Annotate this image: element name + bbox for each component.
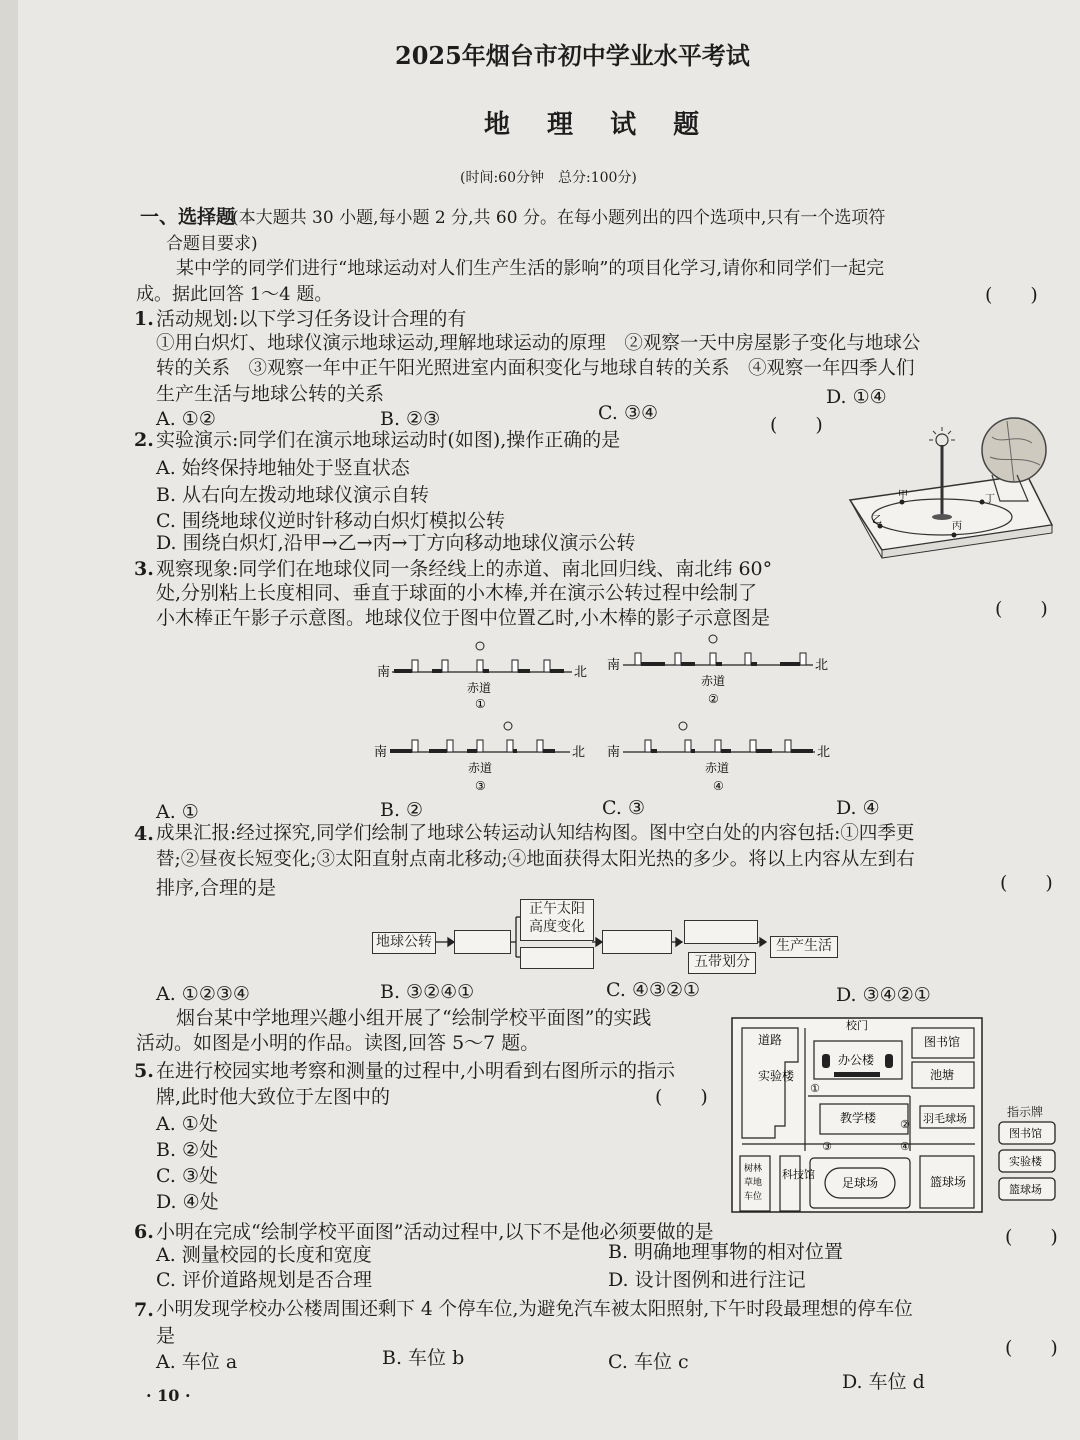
answer-bracket: ( ): [1005, 1337, 1058, 1359]
q3-option-d: D. ④: [836, 797, 880, 819]
q7-option-c: C. 车位 c: [608, 1351, 689, 1373]
globe-lamp-figure: [842, 405, 1060, 585]
q7-line2: 是: [156, 1325, 176, 1347]
svg-text:科技馆: 科技馆: [782, 1168, 815, 1181]
q1-line2: ①用白炽灯、地球仪演示地球运动,理解地球运动的原理 ②观察一天中房屋影子变化与地球公: [156, 333, 921, 354]
sign-board: [995, 1118, 1060, 1208]
q6-option-d: D. 设计图例和进行注记: [608, 1269, 806, 1291]
q4-line3: 排序,合理的是: [156, 877, 277, 899]
q4-option-b: B. ③②④①: [380, 981, 475, 1003]
q5-option-b: B. ②处: [156, 1139, 219, 1161]
answer-bracket: ( ): [770, 414, 823, 436]
q2-option-c: C. 围绕地球仪逆时针移动白炽灯模拟公转: [156, 510, 505, 532]
q1-option-b: B. ②③: [380, 408, 441, 430]
q1-stem: 活动规划:以下学习任务设计合理的有: [156, 308, 467, 330]
q1-line3: 转的关系 ③观察一年中正午阳光照进室内面积变化与地球自转的关系 ④观察一年四季人们: [156, 358, 915, 379]
svg-text:北: 北: [817, 745, 831, 760]
shadow-figure-3: [372, 712, 597, 797]
flow-box-blank-2: [520, 947, 594, 969]
answer-bracket: ( ): [1005, 1226, 1058, 1248]
q5-line1: 在进行校园实地考察和测量的过程中,小明看到右图所示的指示: [156, 1060, 676, 1082]
svg-text:道路: 道路: [758, 1033, 783, 1047]
section-desc-2: 合题目要求): [166, 234, 258, 254]
svg-text:②: ②: [900, 1118, 910, 1131]
q1-option-c: C. ③④: [598, 402, 659, 424]
svg-text:赤道: 赤道: [467, 681, 492, 695]
svg-text:④: ④: [713, 779, 724, 793]
school-map: [730, 1016, 985, 1216]
svg-text:赤道: 赤道: [705, 761, 730, 775]
intro-2-line1: 烟台某中学地理兴趣小组开展了“绘制学校平面图”的实践: [176, 1007, 652, 1029]
figure-label-jia: 甲: [898, 490, 908, 501]
exam-info: (时间:60分钟 总分:100分): [460, 170, 637, 186]
intro-1-line1: 某中学的同学们进行“地球运动对人们生产生活的影响”的项目化学习,请你和同学们一起完: [176, 258, 885, 279]
answer-bracket: ( ): [655, 1086, 708, 1108]
q1-number: 1.: [134, 308, 154, 330]
exam-title: 2025年烟台市初中学业水平考试: [395, 41, 750, 70]
q4-option-d: D. ③④②①: [836, 984, 931, 1006]
flow-box-blank-1: [454, 930, 511, 954]
q3-option-a: A. ①: [156, 801, 199, 823]
q7-option-b: B. 车位 b: [382, 1347, 465, 1369]
svg-text:图书馆: 图书馆: [1009, 1127, 1042, 1140]
flow-box-blank-3: [602, 930, 672, 954]
answer-bracket: ( ): [995, 598, 1048, 620]
subject-title: 地 理 试 题: [484, 110, 714, 140]
q2-option-a: A. 始终保持地轴处于竖直状态: [156, 457, 410, 479]
q6-option-c: C. 评价道路规划是否合理: [156, 1269, 372, 1291]
svg-text:南: 南: [374, 745, 388, 760]
svg-text:②: ②: [708, 692, 719, 706]
svg-text:实验楼: 实验楼: [758, 1069, 795, 1083]
svg-text:北: 北: [572, 745, 586, 760]
flow-box-start: 地球公转: [372, 932, 436, 954]
svg-text:校门: 校门: [846, 1019, 868, 1032]
svg-text:南: 南: [607, 658, 621, 673]
shadow-figure-2: [605, 625, 840, 710]
q4-option-a: A. ①②③④: [156, 983, 250, 1005]
svg-text:③: ③: [822, 1140, 832, 1153]
q4-line2: 替;②昼夜长短变化;③太阳直射点南北移动;④地面获得太阳光热的多少。将以上内容从左到右: [156, 849, 915, 870]
svg-text:③: ③: [475, 779, 486, 793]
figure-label-bing: 丙: [952, 521, 962, 532]
q2-stem: 实验演示:同学们在演示地球运动时(如图),操作正确的是: [156, 429, 621, 451]
q6-number: 6.: [134, 1221, 154, 1243]
svg-text:①: ①: [475, 697, 486, 711]
intro-2-line2: 活动。如图是小明的作品。读图,回答 5～7 题。: [136, 1032, 540, 1054]
flow-box-end: 生产生活: [770, 936, 838, 958]
intro-1-line2: 成。据此回答 1～4 题。: [136, 284, 333, 305]
sign-title: 指示牌: [1007, 1105, 1044, 1119]
svg-text:池塘: 池塘: [930, 1068, 955, 1082]
q7-line1: 小明发现学校办公楼周围还剩下 4 个停车位,为避免汽车被太阳照射,下午时段最理想的停车位: [156, 1299, 913, 1320]
q7-option-d: D. 车位 d: [842, 1371, 925, 1393]
q5-option-d: D. ④处: [156, 1191, 219, 1213]
q3-line2: 处,分别粘上长度相同、垂直于球面的小木棒,并在演示公转过程中绘制了: [156, 582, 758, 604]
svg-text:实验楼: 实验楼: [1009, 1155, 1042, 1168]
q5-line2: 牌,此时他大致位于左图中的: [156, 1086, 391, 1108]
svg-text:草地: 草地: [744, 1178, 763, 1188]
svg-text:④: ④: [900, 1140, 910, 1153]
flow-box-five-zones: 五带划分: [688, 952, 756, 974]
flow-noon-sun-line2: 高度变化: [529, 919, 585, 935]
svg-text:北: 北: [574, 665, 588, 680]
answer-bracket: ( ): [985, 284, 1038, 306]
section-heading: 一、选择题: [140, 206, 236, 228]
q1-line4: 生产生活与地球公转的关系: [156, 383, 385, 405]
q3-option-c: C. ③: [602, 797, 645, 819]
q5-number: 5.: [134, 1060, 154, 1082]
shadow-figure-1: [372, 632, 597, 712]
q7-number: 7.: [134, 1299, 154, 1321]
q6-stem: 小明在完成“绘制学校平面图”活动过程中,以下不是他必须要做的是: [156, 1221, 714, 1243]
svg-text:车位: 车位: [744, 1192, 763, 1202]
svg-text:北: 北: [815, 658, 829, 673]
q5-option-c: C. ③处: [156, 1165, 218, 1187]
q7-option-a: A. 车位 a: [156, 1351, 238, 1373]
flow-noon-sun-line1: 正午太阳: [529, 901, 585, 917]
svg-text:足球场: 足球场: [842, 1176, 879, 1190]
shadow-figure-4: [605, 712, 840, 797]
svg-text:篮球场: 篮球场: [1009, 1183, 1042, 1196]
q4-option-c: C. ④③②①: [606, 979, 701, 1001]
q2-number: 2.: [134, 429, 154, 451]
section-desc-1: (本大题共 30 小题,每小题 2 分,共 60 分。在每小题列出的四个选项中,只有一个选项符: [232, 208, 886, 228]
figure-label-ding: 丁: [985, 494, 995, 505]
svg-text:①: ①: [810, 1082, 820, 1095]
svg-text:教学楼: 教学楼: [840, 1111, 877, 1125]
svg-text:赤道: 赤道: [468, 761, 493, 775]
q6-option-a: A. 测量校园的长度和宽度: [156, 1244, 372, 1266]
flow-box-noon-sun: [520, 899, 594, 941]
q3-line3: 小木棒正午影子示意图。地球仪位于图中位置乙时,小木棒的影子示意图是: [156, 607, 771, 629]
figure-label-yi: 乙: [872, 515, 882, 526]
svg-text:树林: 树林: [744, 1164, 763, 1174]
page-number: · 10 ·: [146, 1386, 191, 1405]
q3-option-b: B. ②: [380, 799, 424, 821]
q1-option-a: A. ①②: [156, 408, 216, 430]
q2-option-d: D. 围绕白炽灯,沿甲→乙→丙→丁方向移动地球仪演示公转: [156, 532, 636, 554]
svg-text:赤道: 赤道: [701, 674, 726, 688]
svg-text:办公楼: 办公楼: [838, 1053, 875, 1067]
svg-text:南: 南: [607, 745, 621, 760]
svg-text:图书馆: 图书馆: [924, 1035, 961, 1049]
flow-box-blank-4: [684, 920, 758, 944]
answer-bracket: ( ): [1000, 872, 1053, 894]
q6-option-b: B. 明确地理事物的相对位置: [608, 1241, 844, 1263]
q5-option-a: A. ①处: [156, 1113, 218, 1135]
q4-number: 4.: [134, 823, 154, 845]
q3-line1: 观察现象:同学们在地球仪同一条经线上的赤道、南北回归线、南北纬 60°: [156, 558, 773, 580]
q3-number: 3.: [134, 558, 154, 580]
q1-option-d: D. ①④: [826, 386, 887, 408]
svg-text:篮球场: 篮球场: [930, 1175, 967, 1189]
q2-option-b: B. 从右向左拨动地球仪演示自转: [156, 484, 430, 506]
svg-text:南: 南: [377, 665, 391, 680]
svg-text:羽毛球场: 羽毛球场: [923, 1112, 967, 1125]
q4-line1: 成果汇报:经过探究,同学们绘制了地球公转运动认知结构图。图中空白处的内容包括:①四季更: [156, 823, 915, 844]
